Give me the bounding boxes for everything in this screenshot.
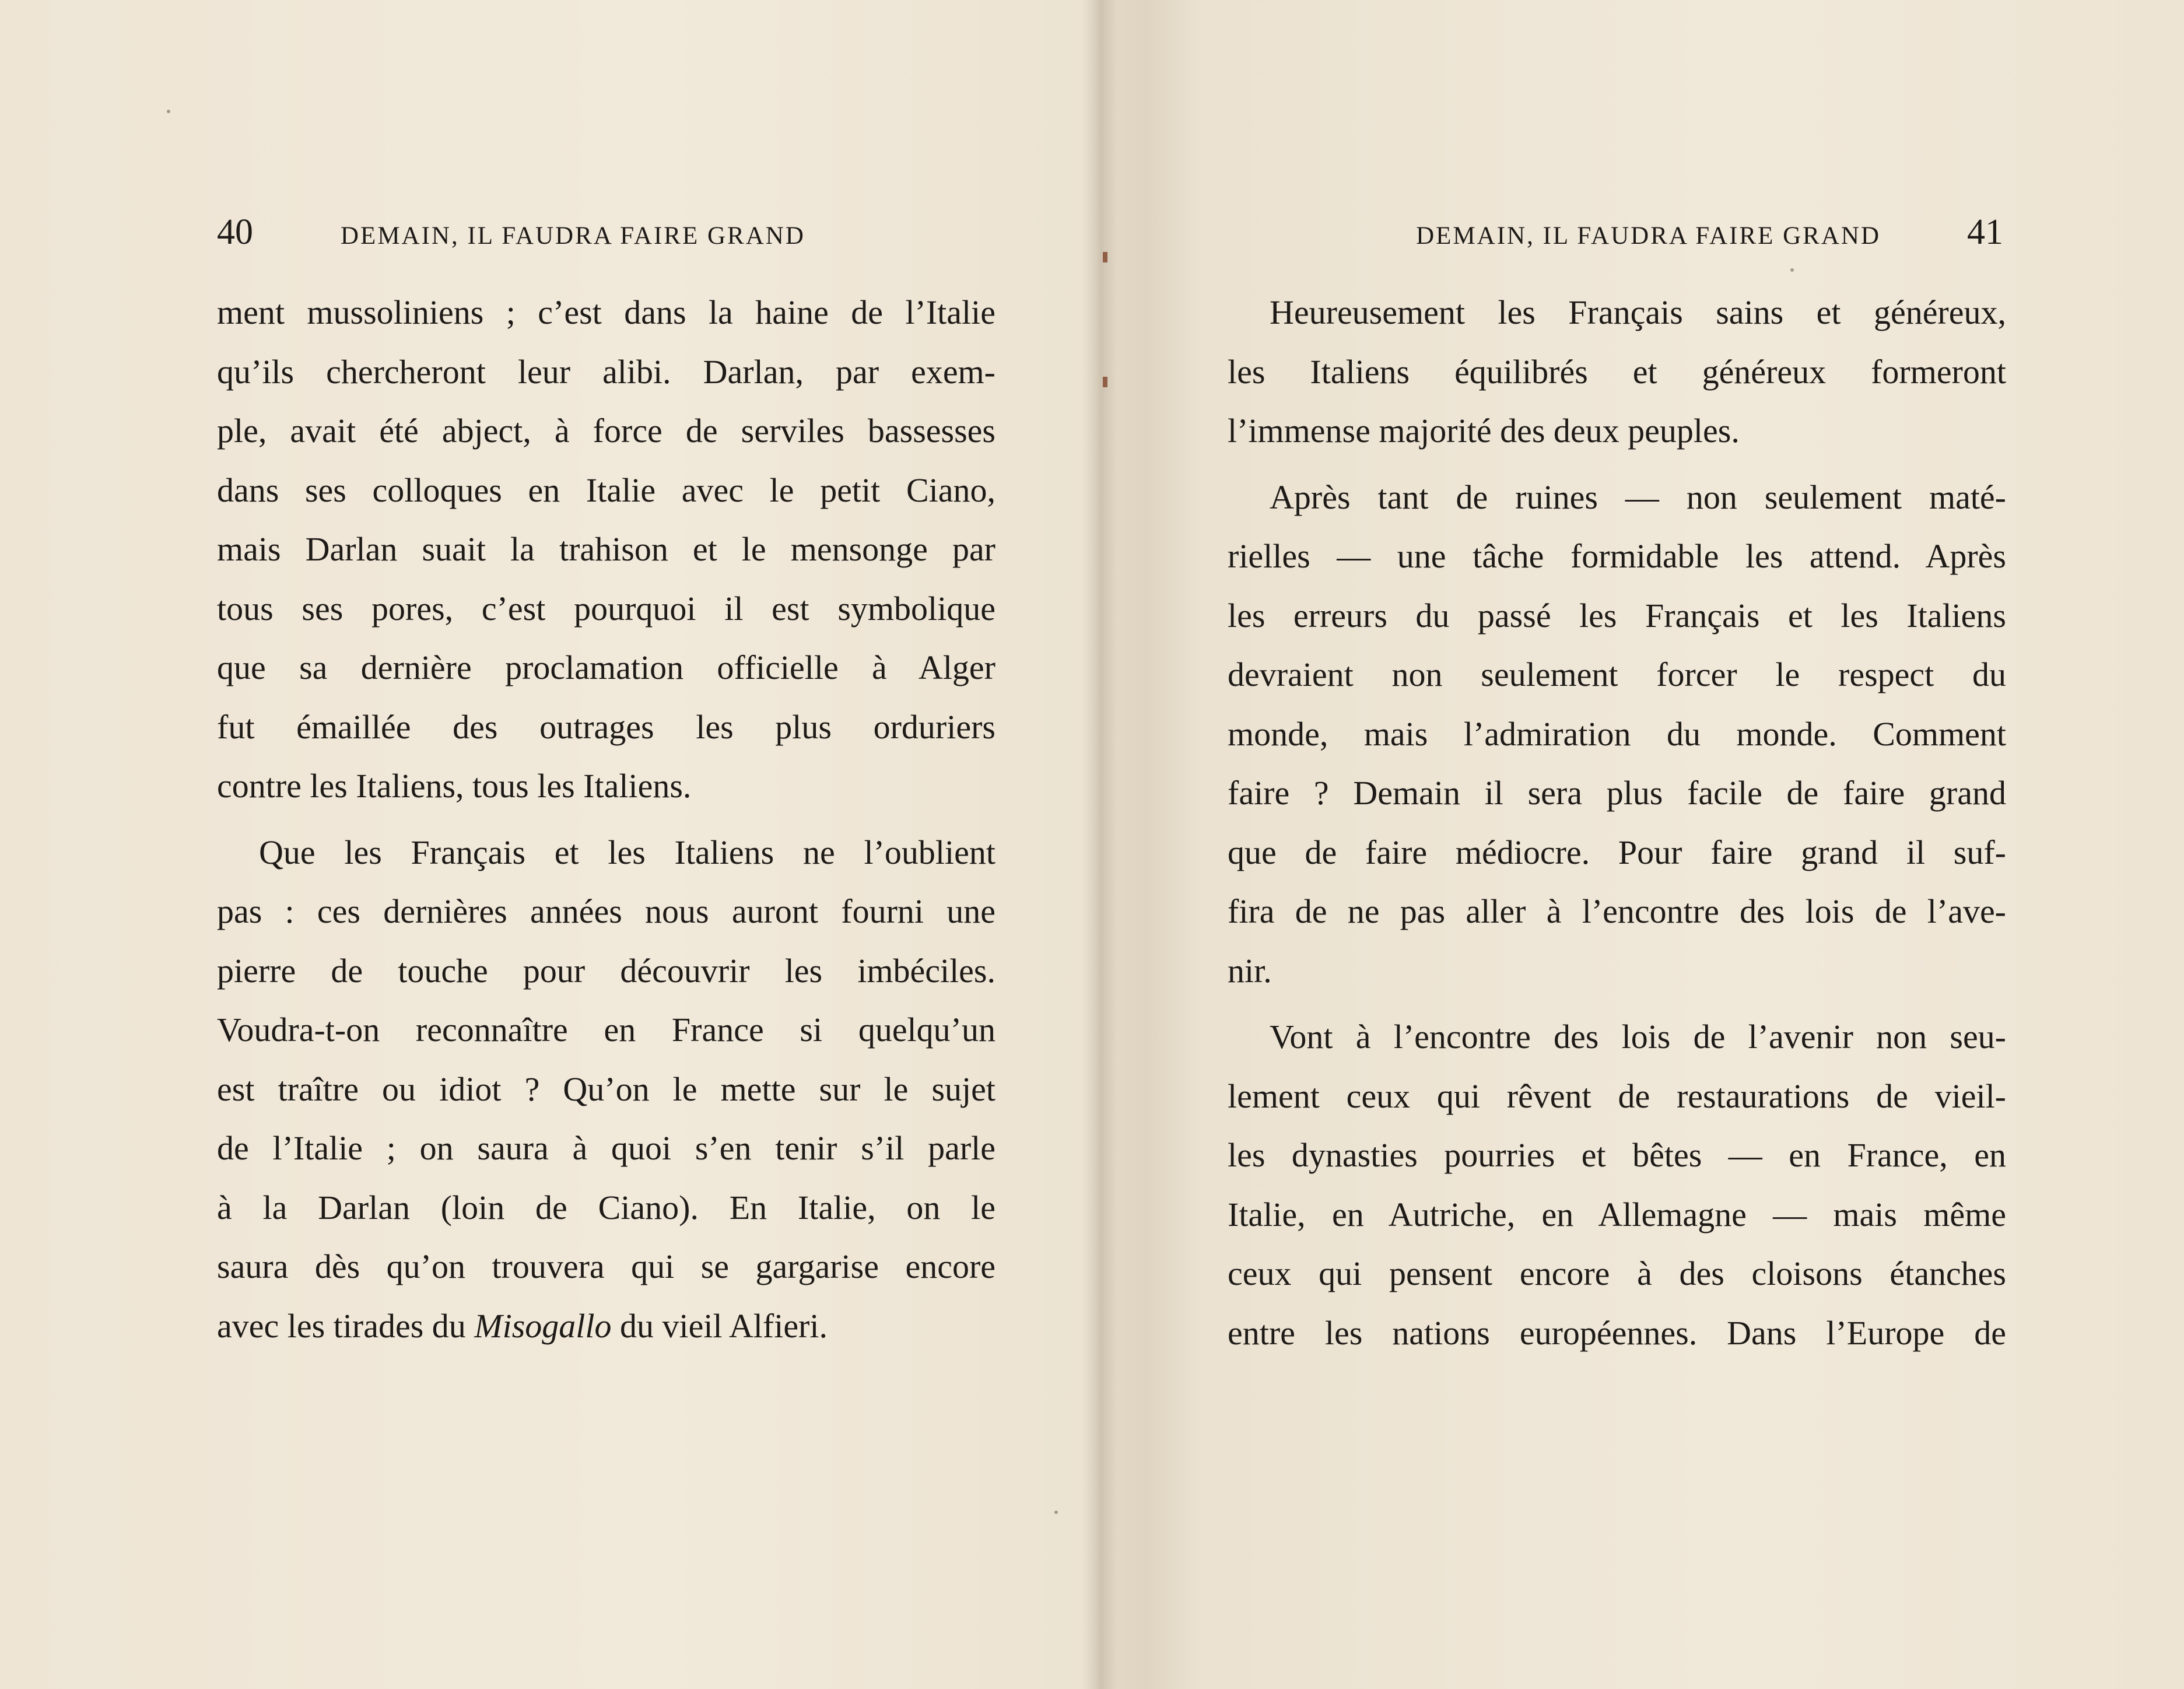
text-line: Voudra-t-on reconnaître en France si quelqu’un xyxy=(217,1011,995,1049)
text-line: ceux qui pensent encore à des cloisons étanches xyxy=(1228,1255,2006,1292)
text-line: lement ceux qui rêvent de restaurations de vieil- xyxy=(1228,1077,2006,1115)
text-line: Après tant de ruines — non seulement maté- xyxy=(1270,478,2006,516)
text-line: ple, avait été abject, à force de serviles bassesses xyxy=(217,412,995,450)
text-line: faire ? Demain il sera plus facile de faire grand xyxy=(1228,774,2006,812)
page-number: 41 xyxy=(1967,212,2003,252)
text-fragment: du vieil Alfieri. xyxy=(611,1306,828,1345)
book-title-italic: Misogallo xyxy=(474,1306,612,1345)
page-number: 40 xyxy=(217,212,253,252)
text-line: tous ses pores, c’est pourquoi il est symbolique xyxy=(217,589,995,628)
text-line: monde, mais l’admiration du monde. Comment xyxy=(1228,714,2006,753)
left-text-block xyxy=(217,283,995,1355)
text-line: devraient non seulement forcer le respect du xyxy=(1228,656,2006,693)
text-line: pierre de touche pour découvrir les imbéciles. xyxy=(217,951,995,990)
text-line: mais Darlan suait la trahison et le mensonge par xyxy=(217,530,995,568)
text-line: saura dès qu’on trouvera qui se gargarise encore xyxy=(217,1248,995,1285)
text-line: Italie, en Autriche, en Allemagne — mais même xyxy=(1228,1195,2006,1234)
text-line: de l’Italie ; on saura à quoi s’en tenir s’il parle xyxy=(217,1129,995,1167)
text-line: Que les Français et les Italiens ne l’oublient xyxy=(259,833,995,871)
text-line: pas : ces dernières années nous auront fourni une xyxy=(217,892,995,930)
text-line: entre les nations européennes. Dans l’Europe de xyxy=(1228,1313,2006,1352)
text-line: est traître ou idiot ? Qu’on le mette sur le sujet xyxy=(217,1070,995,1108)
text-line: les Italiens équilibrés et généreux formeront xyxy=(1228,352,2006,391)
text-line: Heureusement les Français sains et généreux, xyxy=(1270,293,2006,331)
left-running-head xyxy=(217,209,805,255)
text-line: nir. xyxy=(1228,951,1272,990)
text-line: que de faire médiocre. Pour faire grand il suf- xyxy=(1228,833,2006,871)
text-line: les dynasties pourries et bêtes — en France, en xyxy=(1228,1136,2006,1174)
right-page xyxy=(1093,0,2184,1689)
text-line: dans ses colloques en Italie avec le petit Ciano, xyxy=(217,471,995,509)
text-line: contre les Italiens, tous les Italiens. xyxy=(217,767,692,805)
running-title: DEMAIN, IL FAUDRA FAIRE GRAND xyxy=(1416,222,1881,250)
text-fragment: avec les tirades du xyxy=(217,1306,475,1345)
text-line: fut émaillée des outrages les plus orduriers xyxy=(217,707,995,746)
text-line: que sa dernière proclamation officielle à Alger xyxy=(217,649,995,686)
running-title: DEMAIN, IL FAUDRA FAIRE GRAND xyxy=(341,222,805,250)
text-line: rielles — une tâche formidable les attend. Après xyxy=(1228,537,2006,575)
right-text-block xyxy=(1228,283,2006,1362)
right-running-head xyxy=(1416,209,2003,255)
text-line: à la Darlan (loin de Ciano). En Italie, on le xyxy=(217,1188,995,1227)
text-line: fira de ne pas aller à l’encontre des lois de l’ave- xyxy=(1228,892,2006,930)
text-line: qu’ils chercheront leur alibi. Darlan, par exem- xyxy=(217,352,995,391)
text-line: Vont à l’encontre des lois de l’avenir non seu- xyxy=(1270,1018,2006,1056)
text-line-last xyxy=(217,1296,995,1356)
text-line: les erreurs du passé les Français et les Italiens xyxy=(1228,596,2006,635)
text-line: l’immense majorité des deux peuples. xyxy=(1228,412,1740,450)
text-line: ment mussoliniens ; c’est dans la haine de l’Italie xyxy=(217,293,995,331)
